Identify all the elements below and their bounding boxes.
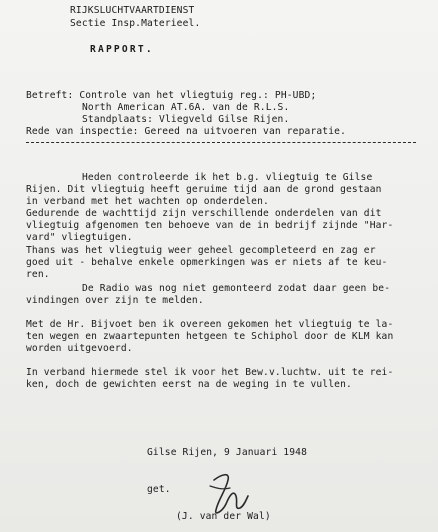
signed-label: get. [147,484,171,495]
body-line: worden uitgevoerd. [26,343,133,354]
body-line: vard" vliegtuigen. [26,232,133,243]
body-line: goed uit - behalve enkele opmerkingen was er niets af te keu- [26,257,388,268]
body-line: ten wegen en zwaartepunten hetgeen te Schiphol door de KLM kan [26,331,394,342]
dashed-separator [26,142,416,143]
body-line: in verband met het wachten op onderdelen. [26,196,269,207]
place-date: Gilse Rijen, 9 Januari 1948 [147,447,307,458]
body-line: ken, doch de gewichten eerst na de weging in te vullen. [26,379,352,390]
body-line: Gedurende de wachttijd zijn verschillende onderdelen van dit [26,208,382,219]
organization-name: RIJKSLUCHTVAARTDIENST [70,5,195,16]
body-line: Rijen. Dit vliegtuig heeft geruime tijd aan de grond gestaan [26,184,382,195]
subject-line-4: Rede van inspectie: Gereed na uitvoeren van reparatie. [26,126,346,137]
report-title: RAPPORT. [90,44,154,55]
subject-line-2: North American AT.6A. van de R.L.S. [82,102,290,113]
subject-line-1: Betreft: Controle van het vliegtuig reg.: PH-UBD; [26,90,317,101]
body-line: Heden controleerde ik het b.g. vliegtuig te Gilse [82,172,373,183]
body-line: De Radio was nog niet gemonteerd zodat daar geen be- [82,283,391,294]
body-line: vindingen over zijn te melden. [26,295,204,306]
body-line: Thans was het vliegtuig weer geheel gecompleteerd en zag er [26,245,376,256]
signatory-name: (J. van der Wal) [176,511,271,522]
section-name: Sectie Insp.Materieel. [70,18,201,29]
body-line: Met de Hr. Bijvoet ben ik overeen gekomen het vliegtuig te la- [26,319,394,330]
body-line: vliegtuig afgenomen ten behoeve van de in bedrijf zijnde "Har- [26,220,394,231]
body-line: In verband hiermede stel ik voor het Bew.v.luchtw. uit te rei- [26,367,394,378]
body-line: ren. [26,269,50,280]
subject-line-3: Standplaats: Vliegveld Gilse Rijen. [82,114,290,125]
